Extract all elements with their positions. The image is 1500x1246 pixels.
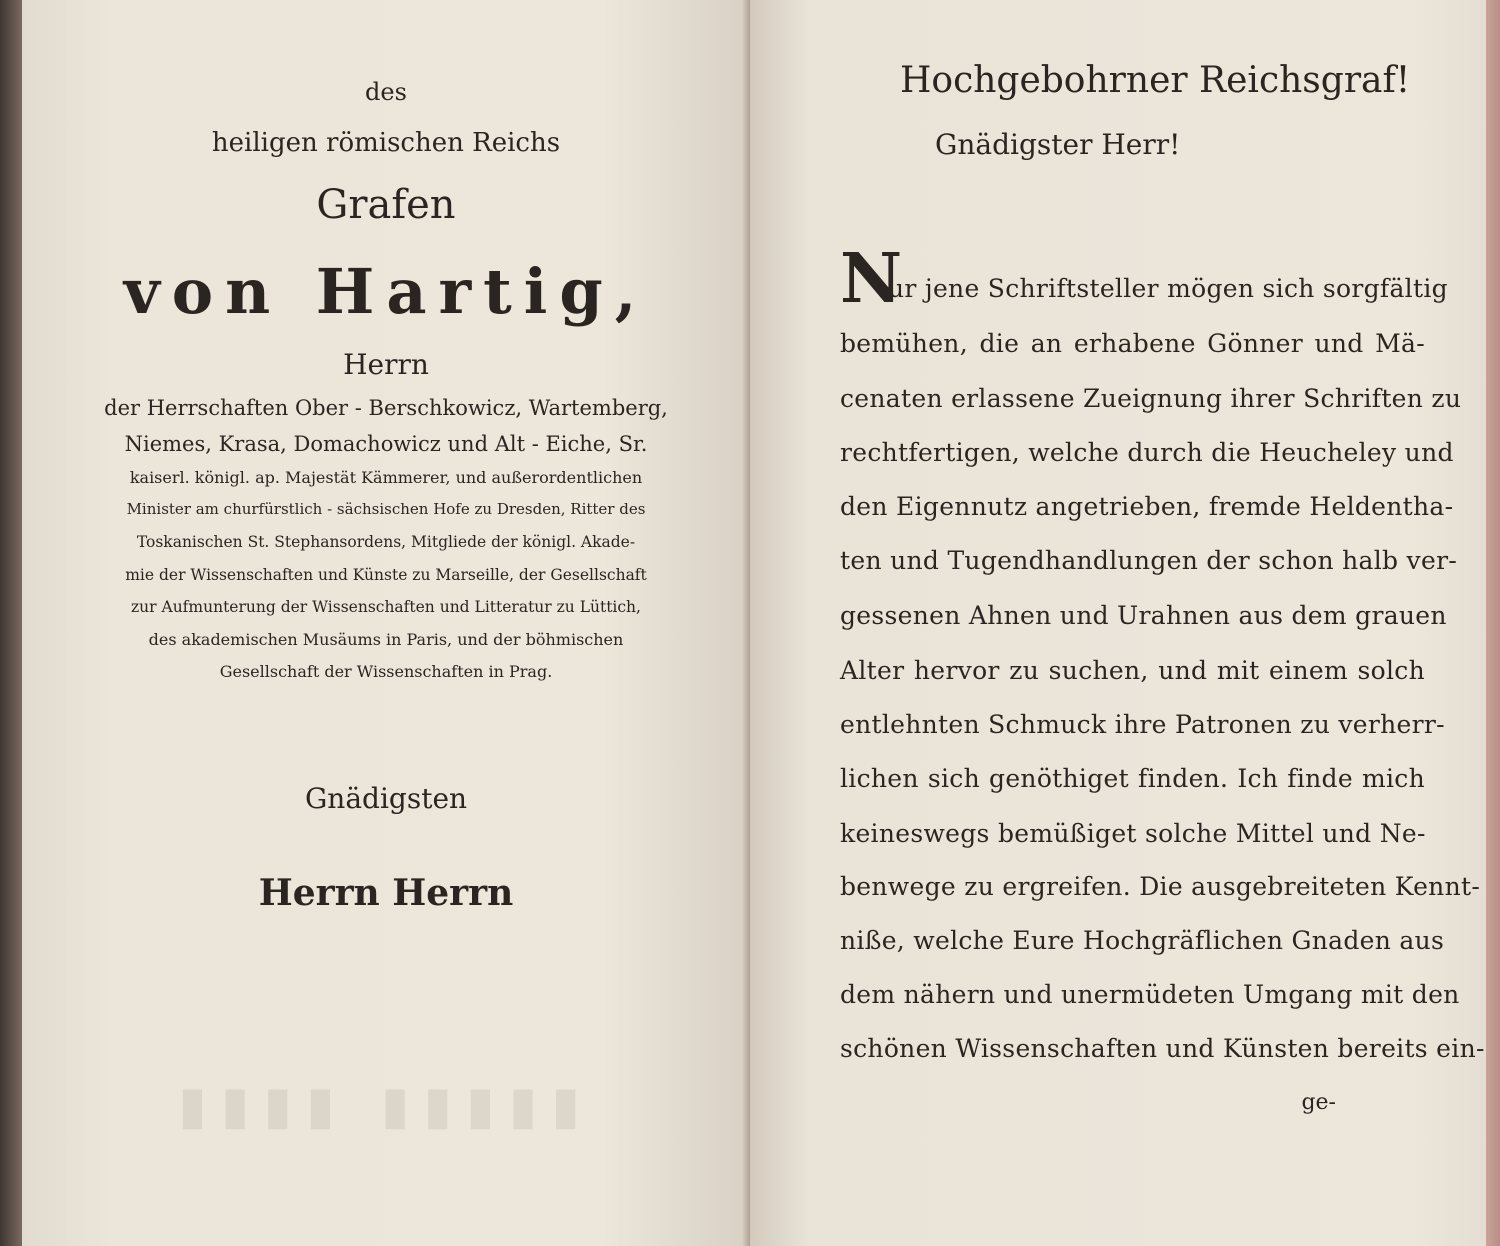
catchword: ge- [1301,1090,1336,1115]
salutation-reichsgraf: Hochgebohrner Reichsgraf! [900,60,1411,101]
titles-line-5: Toskanischen St. Stephansordens, Mitgliede der königl. Akade- [136,533,636,551]
salutation-gnaedigster-herr: Gnädigster Herr! [935,128,1181,161]
body-line-11: keineswegs bemüßiget solche Mittel und Ne- [840,819,1426,848]
body-line-14: dem nähern und unermüdeten Umgang mit den [840,980,1460,1009]
body-line-9: entlehnten Schmuck ihre Patronen zu verherr- [840,710,1445,739]
body-line-12: benwege zu ergreifen. Die ausgebreiteten Kennt- [840,872,1481,901]
titles-line-9: Gesellschaft der Wissenschaften in Prag. [219,662,553,681]
titles-line-4: Minister am churfürstlich - sächsischen Hofe zu Dresden, Ritter des [126,500,646,518]
body-line-13: niße, welche Eure Hochgräflichen Gnaden aus [840,926,1445,955]
grafen-line: Grafen [316,182,456,228]
body-line-1: ur jene Schriftsteller mögen sich sorgfältig [888,274,1448,303]
ornamental-initial: N [840,239,903,319]
body-line-4: rechtfertigen, welche durch die Heucheley und [840,438,1454,467]
titles-line-8: des akademischen Musäums in Paris, und der böhmischen [148,630,624,649]
body-line-6: ten und Tugendhandlungen der schon halb ver- [840,546,1458,575]
left-page [22,0,750,1246]
des-line: des [365,78,407,106]
titles-line-2: Niemes, Krasa, Domachowicz und Alt - Eiche, Sr. [124,432,648,456]
body-line-2: bemühen, die an erhabene Gönner und Mä- [840,329,1425,358]
name-line: von Hartig, [123,255,649,328]
titles-line-3: kaiserl. königl. ap. Majestät Kämmerer, und außerordentlichen [129,468,643,487]
herrn-herrn-line: Herrn Herrn [258,872,514,914]
titles-line-7: zur Aufmunterung der Wissenschaften und Litteratur zu Lüttich, [131,598,641,616]
titles-line-1: der Herrschaften Ober - Berschkowicz, Wartemberg, [104,396,668,420]
gnaedigsten-line: Gnädigsten [304,782,468,815]
body-line-15: schönen Wissenschaften und Künsten bereits ein- [840,1034,1485,1063]
book-cover-edge-right [1486,0,1500,1246]
body-line-10: lichen sich genöthiget finden. Ich finde mich [840,764,1425,793]
titles-line-6: mie der Wissenschaften und Künste zu Marseille, der Gesellschaft [125,566,647,584]
body-line-3: cenaten erlassene Zueignung ihrer Schriften zu [840,384,1462,413]
right-page [750,0,1486,1246]
reich-line: heiligen römischen Reichs [211,128,561,158]
book-cover-edge-left [0,0,22,1246]
herrn-line: Herrn [343,348,429,381]
body-line-8: Alter hervor zu suchen, und mit einem solch [840,656,1425,685]
show-through-ghost-text: ▮▮▮▮ ▮▮▮▮▮ [178,1075,594,1136]
body-line-7: gessenen Ahnen und Urahnen aus dem grauen [840,601,1447,630]
body-line-5: den Eigennutz angetrieben, fremde Heldentha- [840,492,1454,521]
